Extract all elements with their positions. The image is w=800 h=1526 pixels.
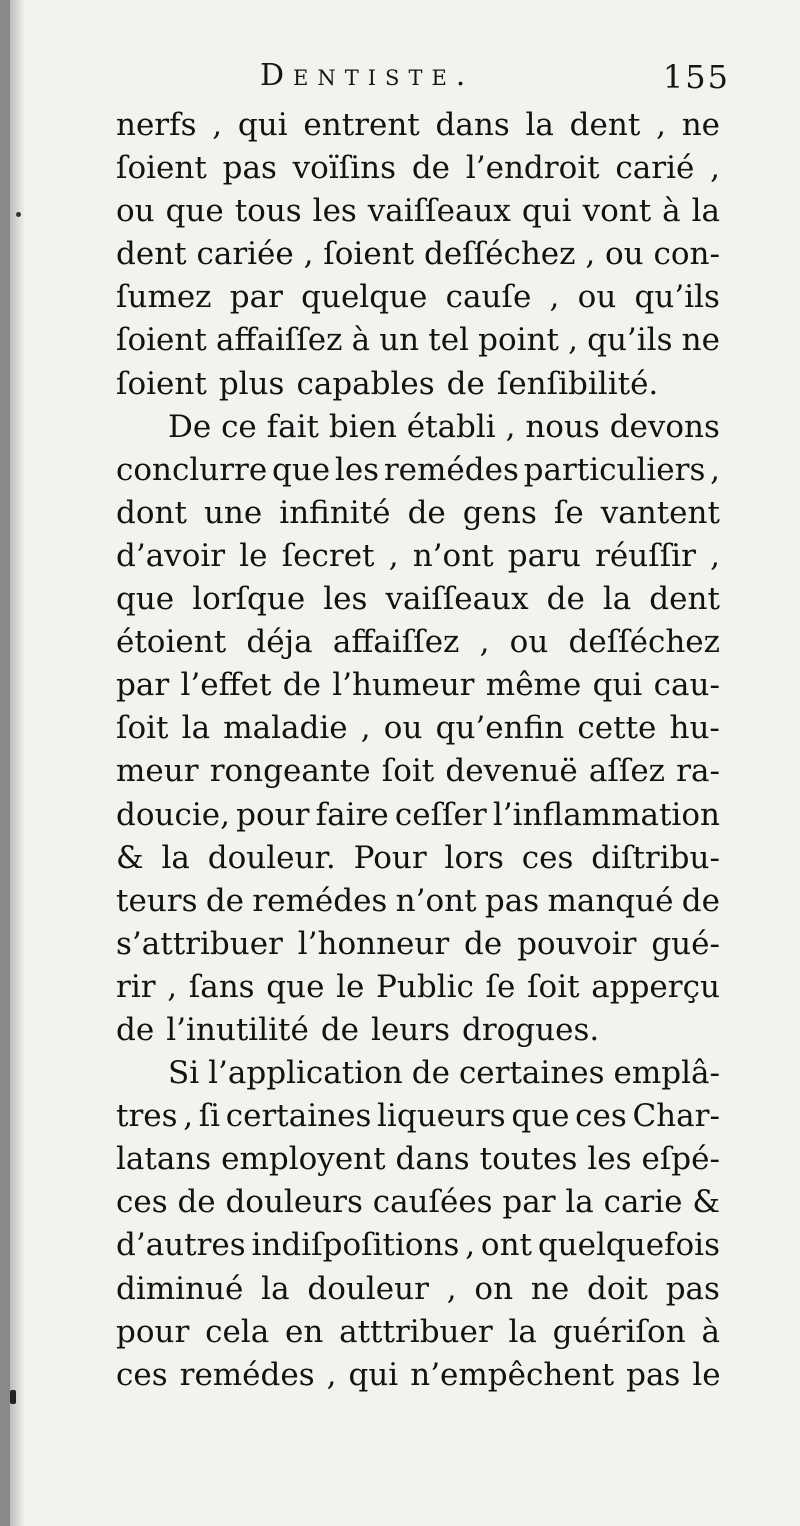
- word: ſoient: [116, 365, 207, 402]
- word: ,: [167, 968, 178, 1005]
- word: de: [546, 581, 585, 618]
- word: remédes: [252, 882, 388, 919]
- word: eſpé-: [641, 1141, 720, 1178]
- word: que: [511, 1098, 570, 1135]
- word: devenuë: [445, 753, 578, 790]
- word: vantent: [600, 494, 720, 531]
- text-line: [116, 1095, 720, 1138]
- word: étoient: [116, 624, 227, 661]
- word: Public: [376, 968, 474, 1005]
- word: ,: [388, 537, 399, 574]
- word: ſecret: [281, 537, 375, 574]
- word: ſoient: [116, 322, 207, 359]
- word: carié: [615, 150, 695, 187]
- word: cette: [577, 710, 657, 747]
- word: l’humeur: [332, 667, 475, 704]
- word: ſoient: [116, 150, 207, 187]
- word: ou: [116, 193, 155, 230]
- word: dans: [435, 107, 510, 143]
- word: remédes: [383, 451, 519, 488]
- word: toutes: [479, 1141, 578, 1178]
- word: dent: [116, 236, 187, 273]
- page-number: 155: [662, 58, 730, 96]
- word: rir: [116, 968, 156, 1005]
- word: remédes: [179, 1356, 315, 1393]
- ink-speck: [10, 1390, 16, 1404]
- word: établi: [406, 408, 496, 445]
- text-line: [116, 190, 720, 233]
- word: ,: [183, 1098, 194, 1135]
- body-text: [116, 104, 720, 1397]
- word: vont: [582, 193, 652, 230]
- word: l’application: [208, 1055, 403, 1092]
- word: affaiſſez: [332, 624, 460, 661]
- running-head: [260, 58, 730, 108]
- word: pas: [665, 1270, 720, 1307]
- word: de: [681, 882, 720, 919]
- word: devons: [609, 408, 720, 445]
- text-line: [116, 1138, 720, 1181]
- word: gens: [462, 494, 537, 531]
- word: ſoit: [381, 753, 435, 790]
- word: n’ont: [412, 537, 494, 574]
- word: ,: [549, 279, 560, 316]
- word: leurs: [371, 1011, 450, 1048]
- word: ,: [212, 107, 223, 143]
- word: deſſéchez: [423, 236, 576, 273]
- word: ou: [383, 710, 423, 747]
- word: ,: [568, 322, 578, 359]
- word: deſſéchez: [568, 624, 720, 661]
- word: employent: [221, 1141, 386, 1178]
- word: quelquefois: [537, 1227, 720, 1264]
- word: ,: [710, 150, 720, 187]
- text-line: [116, 1181, 720, 1224]
- word: par: [116, 667, 170, 704]
- word: manqué: [547, 882, 674, 919]
- word: meur: [116, 753, 199, 790]
- word: ce: [221, 408, 257, 445]
- word: &: [116, 839, 144, 876]
- word: ſoient: [323, 236, 415, 273]
- word: de: [411, 150, 451, 187]
- word: quelque: [301, 279, 428, 316]
- word: dent: [649, 581, 720, 618]
- word: n’ont: [395, 882, 477, 919]
- word: le: [692, 1356, 721, 1393]
- text-line: [116, 535, 720, 578]
- word: emplâ-: [613, 1055, 720, 1092]
- text-line: [116, 707, 720, 750]
- word: cariée: [196, 236, 294, 273]
- book-page: [10, 0, 800, 1526]
- word: ces: [116, 1184, 168, 1221]
- text-line: [116, 923, 720, 966]
- word: carie: [603, 1184, 683, 1221]
- word: ces: [575, 1098, 627, 1135]
- word: ra-: [676, 753, 720, 790]
- word: de: [177, 1184, 216, 1221]
- word: ou: [605, 236, 644, 273]
- word: infinité: [279, 494, 391, 531]
- word: que: [165, 193, 224, 230]
- text-line: [116, 319, 720, 362]
- word: Si: [168, 1055, 200, 1092]
- word: par: [502, 1184, 556, 1221]
- word: ne: [681, 322, 720, 359]
- word: tel: [428, 322, 469, 359]
- word: vaiſſeaux: [367, 193, 511, 230]
- text-line: [116, 750, 720, 793]
- word: d’autres: [116, 1227, 246, 1264]
- word: certaines: [225, 1098, 372, 1135]
- word: de: [282, 667, 321, 704]
- word: les: [587, 1141, 632, 1178]
- text-line: [116, 147, 720, 190]
- word: réuſſir: [595, 537, 696, 574]
- word: ,: [656, 107, 666, 143]
- word: ont: [480, 1227, 532, 1264]
- word: on: [474, 1270, 514, 1307]
- word: diminué: [116, 1270, 244, 1307]
- word: que: [271, 451, 331, 488]
- word: ſe: [485, 968, 516, 1005]
- word: les: [323, 581, 368, 618]
- word: plus: [218, 365, 285, 402]
- word: la: [565, 1184, 594, 1221]
- word: ſans: [188, 968, 255, 1005]
- word: par: [229, 279, 283, 316]
- word: rongeante: [209, 753, 371, 790]
- word: pour: [236, 796, 310, 833]
- word: ,: [710, 537, 720, 574]
- text-line: [116, 233, 720, 276]
- word: la: [691, 193, 720, 230]
- word: pas: [484, 882, 540, 919]
- word: qui: [521, 193, 572, 230]
- text-line: [116, 837, 720, 880]
- text-line: [116, 966, 720, 1009]
- text-line: [116, 1311, 720, 1354]
- word: atttribuer: [339, 1313, 493, 1350]
- word: De: [168, 408, 212, 445]
- word: de: [411, 1055, 450, 1092]
- text-line: [116, 363, 720, 406]
- word: liqueurs: [377, 1098, 506, 1135]
- word: ,: [303, 236, 314, 273]
- word: dont: [116, 494, 187, 531]
- word: qui: [348, 1356, 399, 1393]
- word: tres: [116, 1098, 178, 1135]
- word: vaiſſeaux: [385, 581, 529, 618]
- word: nerfs: [116, 107, 197, 143]
- text-line: [116, 664, 720, 707]
- text-line: [116, 578, 720, 621]
- word: cela: [205, 1313, 270, 1350]
- word: la: [161, 839, 190, 876]
- word: ſoit: [116, 710, 169, 747]
- text-line: [116, 449, 720, 492]
- word: la: [508, 1313, 537, 1350]
- word: pas: [626, 1356, 681, 1393]
- word: ,: [710, 451, 720, 488]
- word: doucie,: [116, 796, 230, 833]
- word: en: [285, 1313, 324, 1350]
- text-line: [116, 1268, 720, 1311]
- word: ſoit: [527, 968, 580, 1005]
- word: teurs: [116, 882, 198, 919]
- word: bien: [328, 408, 397, 445]
- word: lors: [444, 839, 504, 876]
- word: ,: [585, 236, 596, 273]
- word: le: [239, 537, 268, 574]
- word: qui: [592, 667, 643, 704]
- word: les: [334, 451, 380, 488]
- word: déja: [246, 624, 313, 661]
- word: ou: [509, 624, 549, 661]
- word: qu’ils: [634, 279, 720, 316]
- word: &: [692, 1184, 720, 1221]
- ink-speck: [16, 212, 21, 217]
- word: qu’ils: [587, 322, 673, 359]
- word: ſumez: [116, 279, 212, 316]
- word: guériſon: [552, 1313, 686, 1350]
- word: aſſez: [588, 753, 665, 790]
- word: l’effet: [180, 667, 272, 704]
- word: ,: [446, 1270, 457, 1307]
- running-title: Dentiste.: [260, 58, 475, 93]
- text-line: [116, 880, 720, 923]
- word: qu’enfin: [435, 710, 565, 747]
- word: drogues.: [461, 1011, 600, 1048]
- word: la: [261, 1270, 290, 1307]
- word: conclurre: [116, 451, 268, 488]
- word: maladie: [223, 710, 348, 747]
- word: de: [446, 365, 485, 402]
- word: ſenſibilité.: [496, 365, 659, 402]
- text-line: [116, 104, 720, 147]
- word: entrent: [303, 107, 420, 143]
- word: apperçu: [591, 968, 720, 1005]
- word: la: [525, 107, 554, 143]
- word: à: [662, 193, 681, 230]
- word: paru: [507, 537, 581, 574]
- text-line: [116, 621, 720, 664]
- word: qui: [237, 107, 288, 143]
- word: à: [701, 1313, 720, 1350]
- word: l’honneur: [297, 925, 450, 962]
- word: dent: [569, 107, 641, 143]
- word: cau-: [653, 667, 720, 704]
- word: fait: [266, 408, 319, 445]
- word: douleurs: [225, 1184, 363, 1221]
- word: une: [203, 494, 263, 531]
- word: même: [485, 667, 582, 704]
- word: pas: [222, 150, 277, 187]
- word: ſe: [553, 494, 584, 531]
- word: de: [320, 1011, 360, 1048]
- word: dans: [395, 1141, 470, 1178]
- word: de: [464, 925, 503, 962]
- word: affaiſſez: [215, 322, 343, 359]
- word: d’avoir: [116, 537, 226, 574]
- word: à: [351, 322, 371, 359]
- page-gutter-shadow: [10, 0, 24, 1526]
- word: douleur: [307, 1270, 429, 1307]
- word: pour: [116, 1313, 190, 1350]
- word: que: [116, 581, 175, 618]
- text-line: [116, 1224, 720, 1267]
- word: douleur.: [207, 839, 336, 876]
- text-line: [116, 276, 720, 319]
- word: lorſque: [192, 581, 306, 618]
- word: de: [116, 1011, 155, 1048]
- word: gué-: [651, 925, 720, 962]
- word: les: [312, 193, 357, 230]
- word: tous: [234, 193, 302, 230]
- word: l’inflammation: [492, 796, 720, 833]
- word: hu-: [669, 710, 720, 747]
- word: certaines: [458, 1055, 605, 1092]
- text-line: [116, 1009, 720, 1052]
- word: ſi: [198, 1098, 221, 1135]
- word: ne: [530, 1270, 570, 1307]
- text-line: [116, 1354, 720, 1397]
- word: l’endroit: [465, 150, 600, 187]
- word: le: [336, 968, 365, 1005]
- word: cauſées: [372, 1184, 493, 1221]
- word: indiſpoſitions: [251, 1227, 460, 1264]
- text-line: [116, 406, 720, 449]
- word: que: [266, 968, 325, 1005]
- word: ces: [116, 1356, 168, 1393]
- word: l’inutilité: [166, 1011, 309, 1048]
- word: ,: [465, 1227, 476, 1264]
- word: cauſe: [445, 279, 532, 316]
- word: nous: [525, 408, 600, 445]
- word: ces: [521, 839, 574, 876]
- word: Char-: [632, 1098, 720, 1135]
- word: point: [478, 322, 559, 359]
- word: Pour: [353, 839, 427, 876]
- word: pouvoir: [517, 925, 637, 962]
- word: de: [205, 882, 245, 919]
- word: ,: [505, 408, 516, 445]
- word: n’empêchent: [410, 1356, 615, 1393]
- word: s’attribuer: [116, 925, 283, 962]
- word: diſtribu-: [591, 839, 720, 876]
- word: latans: [116, 1141, 212, 1178]
- word: ,: [360, 710, 371, 747]
- word: ,: [479, 624, 490, 661]
- word: capables: [296, 365, 435, 402]
- word: con-: [653, 236, 720, 273]
- word: ou: [577, 279, 617, 316]
- word: voïſins: [292, 150, 397, 187]
- word: ne: [681, 107, 720, 143]
- text-line: [116, 492, 720, 535]
- word: la: [181, 710, 211, 747]
- word: doit: [586, 1270, 648, 1307]
- word: un: [379, 322, 420, 359]
- text-line: [116, 1052, 720, 1095]
- word: faire: [315, 796, 389, 833]
- word: de: [407, 494, 446, 531]
- word: la: [602, 581, 632, 618]
- word: ,: [326, 1356, 337, 1393]
- word: ceſſer: [394, 796, 487, 833]
- text-line: [116, 794, 720, 837]
- word: particuliers: [523, 451, 706, 488]
